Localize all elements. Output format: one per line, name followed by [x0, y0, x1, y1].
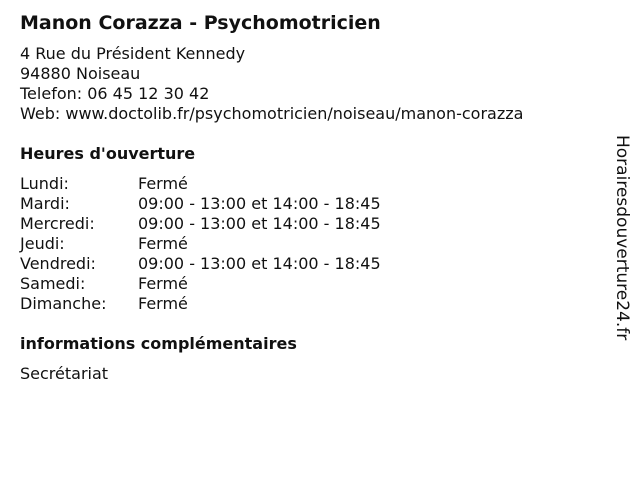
day-label: Vendredi: — [20, 254, 96, 273]
page-title: Manon Corazza - Psychomotricien — [20, 12, 381, 34]
hours-row — [20, 174, 600, 194]
day-hours: Fermé — [138, 274, 188, 293]
day-label: Mercredi: — [20, 214, 95, 233]
additional-info-text: Secrétariat — [20, 364, 109, 383]
site-watermark: Horairesdouverture24.fr — [612, 135, 632, 341]
day-hours: 09:00 - 13:00 et 14:00 - 18:45 — [138, 254, 381, 273]
phone-number: Telefon: 06 45 12 30 42 — [20, 84, 210, 103]
address-line-2: 94880 Noiseau — [20, 64, 141, 83]
address-line-1: 4 Rue du Président Kennedy — [20, 44, 246, 63]
opening-hours-table — [20, 174, 600, 314]
additional-info-title: informations complémentaires — [20, 334, 297, 353]
day-label: Lundi: — [20, 174, 69, 193]
day-hours: Fermé — [138, 174, 188, 193]
day-label: Dimanche: — [20, 294, 107, 313]
day-hours: 09:00 - 13:00 et 14:00 - 18:45 — [138, 194, 381, 213]
website-url: Web: www.doctolib.fr/psychomotricien/noiseau/manon-corazza — [20, 104, 524, 123]
hours-row — [20, 294, 600, 314]
day-hours: Fermé — [138, 294, 188, 313]
day-label: Jeudi: — [20, 234, 65, 253]
hours-row — [20, 234, 600, 254]
opening-hours-title: Heures d'ouverture — [20, 144, 196, 163]
hours-row — [20, 194, 600, 214]
day-label: Samedi: — [20, 274, 86, 293]
hours-row — [20, 274, 600, 294]
hours-row — [20, 254, 600, 274]
day-label: Mardi: — [20, 194, 70, 213]
day-hours: 09:00 - 13:00 et 14:00 - 18:45 — [138, 214, 381, 233]
hours-row — [20, 214, 600, 234]
day-hours: Fermé — [138, 234, 188, 253]
business-card — [20, 10, 600, 384]
